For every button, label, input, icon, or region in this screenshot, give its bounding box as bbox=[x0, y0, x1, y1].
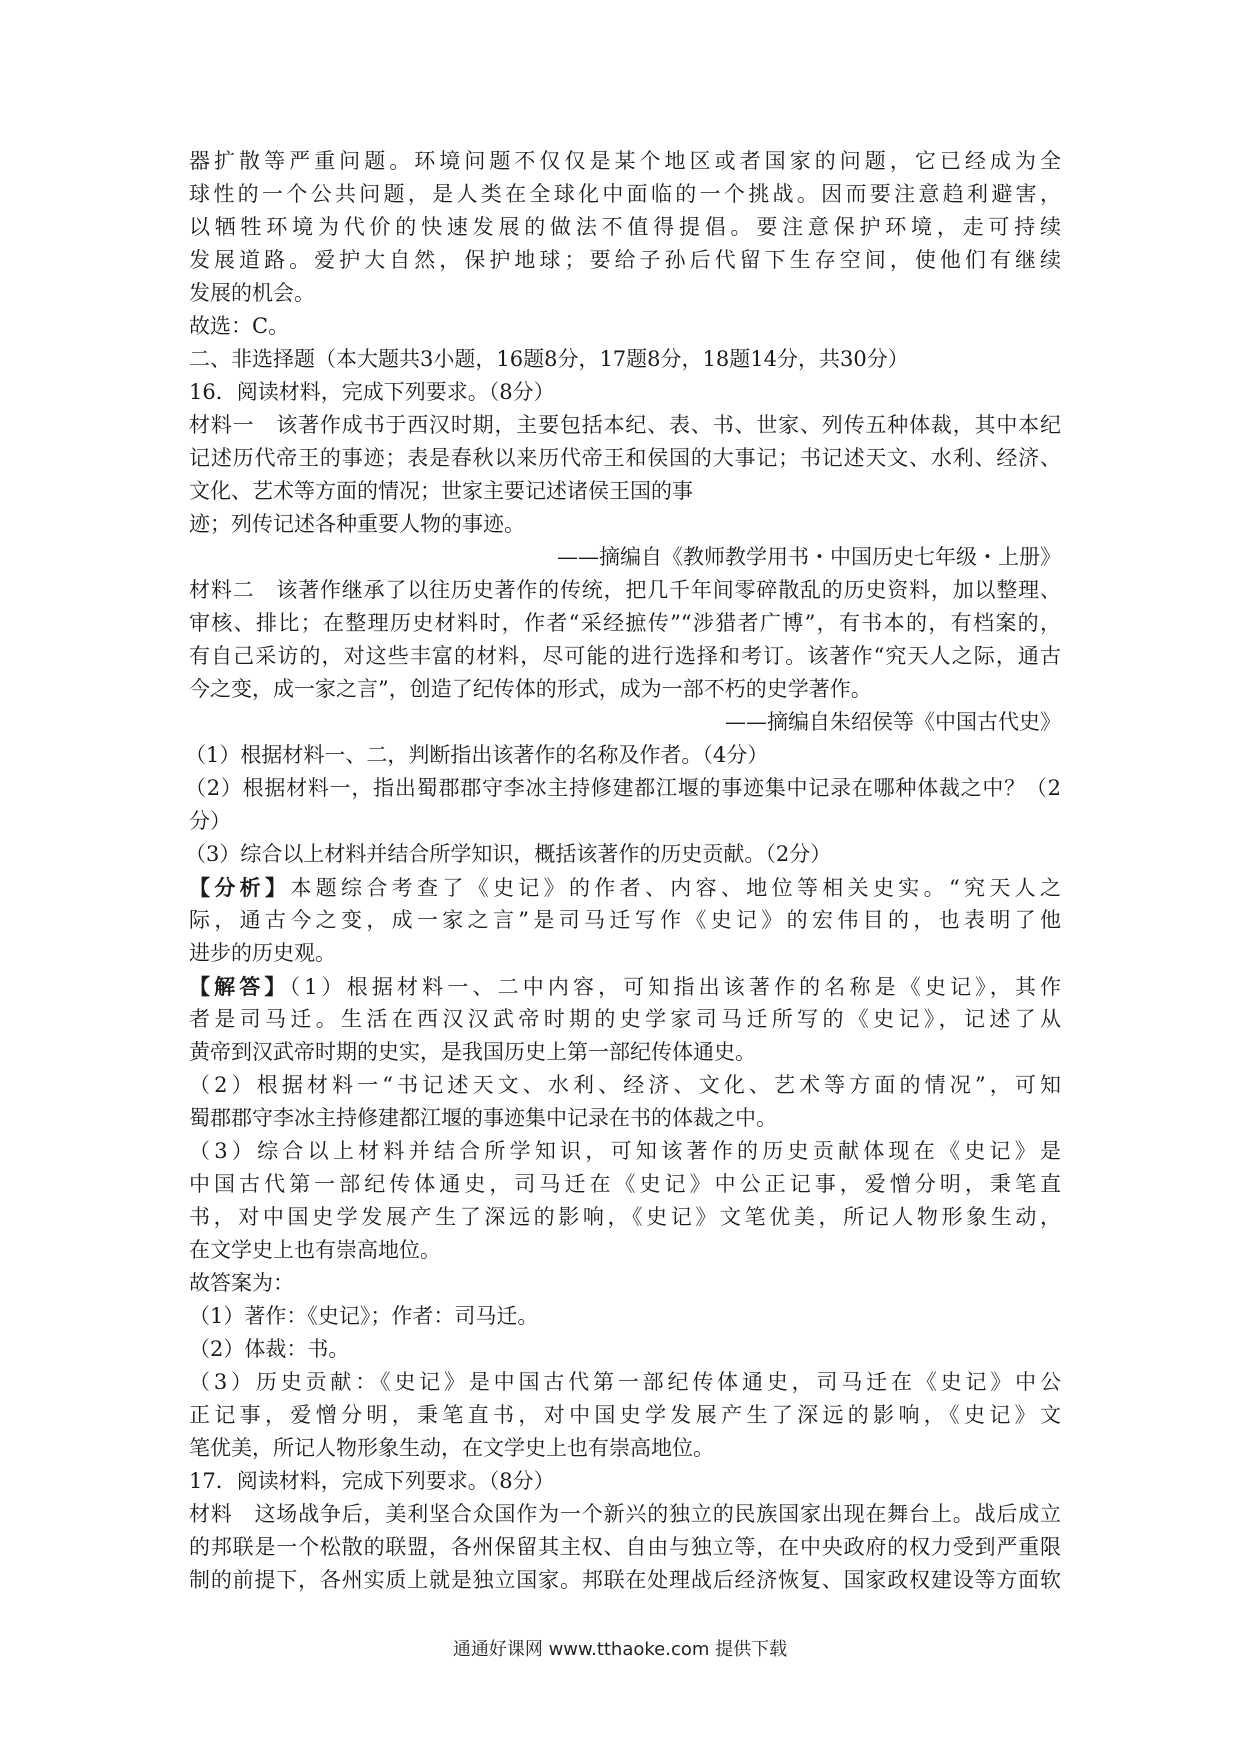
text-line bbox=[189, 1267, 1061, 1300]
line-text: 材料一 该著作成书于西汉时期，主要包括本纪、表、书、世家、列传五种体裁，其中本纪 bbox=[189, 413, 1061, 437]
line-text: （2）体裁：书。 bbox=[189, 1337, 350, 1361]
line-text: 16．阅读材料，完成下列要求。（8分） bbox=[189, 380, 555, 404]
text-line bbox=[185, 838, 1061, 871]
line-text: 制的前提下，各州实质上就是独立国家。邦联在处理战后经济恢复、国家政权建设等方面软 bbox=[189, 1568, 1061, 1592]
text-line bbox=[189, 1300, 1061, 1333]
text-line bbox=[185, 739, 1061, 772]
text-line bbox=[189, 343, 1061, 376]
line-text: 二、非选择题（本大题共3小题，16题8分，17题8分，18题14分，共30分） bbox=[189, 347, 909, 371]
line-text: 故选：C。 bbox=[189, 314, 290, 338]
line-text: （3）综合以上材料并结合所学知识，概括该著作的历史贡献。（2分） bbox=[185, 842, 832, 866]
line-text: 者是司马迁。生活在西汉汉武帝时期的史学家司马迁所写的《史记》，记述了从 bbox=[189, 1007, 1061, 1031]
text-line bbox=[189, 244, 1061, 277]
text-line bbox=[189, 904, 1061, 937]
text-line bbox=[189, 1333, 1061, 1366]
line-text: 有自己采访的，对这些丰富的材料，尽可能的进行选择和考订。该著作“究天人之际，通古 bbox=[189, 644, 1061, 668]
line-text: 分） bbox=[189, 809, 231, 833]
line-text: 发展的机会。 bbox=[189, 281, 315, 305]
text-line bbox=[189, 1036, 1061, 1069]
line-text: 迹；列传记述各种重要人物的事迹。 bbox=[189, 512, 525, 536]
line-text: 中国古代第一部纪传体通史，司马迁在《史记》中公正记事，爱憎分明，秉笔直 bbox=[189, 1172, 1061, 1196]
text-line bbox=[189, 1531, 1061, 1564]
line-text: 以牺牲环境为代价的快速发展的做法不值得提倡。要注意保护环境，走可持续 bbox=[189, 215, 1061, 239]
text-line bbox=[189, 1003, 1061, 1036]
line-text: 蜀郡郡守李冰主持修建都江堰的事迹集中记录在书的体裁之中。 bbox=[189, 1106, 777, 1130]
line-text: 文化、艺术等方面的情况；世家主要记述诸侯王国的事 bbox=[189, 479, 693, 503]
line-text: 材料二 该著作继承了以往历史著作的传统，把几千年间零碎散乱的历史资料，加以整理、 bbox=[189, 578, 1061, 602]
line-text: （1）根据材料一、二中内容，可知指出该著作的名称是《史记》，其作 bbox=[289, 975, 1061, 999]
line-text: （3）综合以上材料并结合所学知识，可知该著作的历史贡献体现在《史记》是 bbox=[189, 1139, 1061, 1163]
line-text: 审核、排比；在整理历史材料时，作者“采经摭传”“涉猎者广博”，有书本的，有档案的， bbox=[189, 611, 1061, 635]
text-line bbox=[189, 508, 1061, 541]
text-line bbox=[189, 376, 1061, 409]
text-line bbox=[189, 1135, 1061, 1168]
text-line bbox=[189, 310, 1061, 343]
text-line bbox=[189, 640, 1061, 673]
line-text: （1）著作：《史记》；作者：司马迁。 bbox=[189, 1304, 539, 1328]
line-text: 际，通古今之变，成一家之言”是司马迁写作《史记》的宏伟目的，也表明了他 bbox=[189, 908, 1061, 932]
text-line bbox=[189, 937, 1061, 970]
text-line bbox=[189, 1432, 1061, 1465]
text-line bbox=[189, 541, 1061, 574]
line-text: 器扩散等严重问题。环境问题不仅仅是某个地区或者国家的问题，它已经成为全 bbox=[189, 149, 1061, 173]
line-text: 在文学史上也有崇高地位。 bbox=[189, 1238, 441, 1262]
text-line bbox=[189, 277, 1061, 310]
line-text: ——摘编自朱绍侯等《中国古代史》 bbox=[725, 710, 1061, 734]
line-text: 进步的历史观。 bbox=[189, 941, 336, 965]
line-text: 正记事，爱憎分明，秉笔直书，对中国史学发展产生了深远的影响，《史记》文 bbox=[189, 1403, 1061, 1427]
text-line bbox=[189, 970, 1061, 1003]
text-line bbox=[189, 673, 1061, 706]
line-text: 球性的一个公共问题，是人类在全球化中面临的一个挑战。因而要注意趋利避害， bbox=[189, 182, 1061, 206]
line-text: 本题综合考查了《史记》的作者、内容、地位等相关史实。“究天人之 bbox=[290, 876, 1061, 900]
line-text: 的邦联是一个松散的联盟，各州保留其主权、自由与独立等，在中央政府的权力受到严重限 bbox=[189, 1535, 1061, 1559]
text-line bbox=[189, 574, 1061, 607]
line-text: 17．阅读材料，完成下列要求。（8分） bbox=[189, 1469, 555, 1493]
text-line bbox=[189, 1168, 1061, 1201]
text-line bbox=[189, 1498, 1061, 1531]
line-text: 记述历代帝王的事迹；表是春秋以来历代帝王和侯国的大事记；书记述天文、水利、经济、 bbox=[189, 446, 1061, 470]
text-line bbox=[189, 475, 1061, 508]
text-line bbox=[189, 178, 1061, 211]
line-text: （2）根据材料一“书记述天文、水利、经济、文化、艺术等方面的情况”，可知 bbox=[189, 1073, 1061, 1097]
text-line bbox=[189, 211, 1061, 244]
text-line bbox=[189, 1399, 1061, 1432]
line-text: 材料 这场战争后，美利坚合众国作为一个新兴的独立的民族国家出现在舞台上。战后成立 bbox=[189, 1502, 1061, 1526]
text-line bbox=[189, 1366, 1061, 1399]
text-line bbox=[189, 805, 1061, 838]
page-footer: 通通好课网 www.tthaoke.com 提供下载 bbox=[452, 1639, 788, 1660]
line-text: 黄帝到汉武帝时期的史实，是我国历史上第一部纪传体通史。 bbox=[189, 1040, 756, 1064]
line-text: （1）根据材料一、二，判断指出该著作的名称及作者。（4分） bbox=[185, 743, 769, 767]
line-text: 故答案为： bbox=[189, 1271, 294, 1295]
line-text: （3）历史贡献：《史记》是中国古代第一部纪传体通史，司马迁在《史记》中公 bbox=[189, 1370, 1061, 1394]
line-text: 今之变，成一家之言”，创造了纪传体的形式，成为一部不朽的史学著作。 bbox=[189, 677, 872, 701]
line-text: ——摘编自《教师教学用书・中国历史七年级・上册》 bbox=[557, 545, 1061, 569]
section-label: 【解答】 bbox=[189, 974, 290, 999]
text-line bbox=[189, 1234, 1061, 1267]
text-line bbox=[189, 1201, 1061, 1234]
line-text: 笔优美，所记人物形象生动，在文学史上也有崇高地位。 bbox=[189, 1436, 714, 1460]
section-label: 【分析】 bbox=[189, 875, 291, 900]
text-line bbox=[189, 1102, 1061, 1135]
line-text: 书，对中国史学发展产生了深远的影响，《史记》文笔优美，所记人物形象生动， bbox=[189, 1205, 1061, 1229]
document-body bbox=[185, 145, 1061, 1597]
text-line bbox=[189, 409, 1061, 442]
text-line bbox=[185, 772, 1061, 805]
text-line bbox=[189, 607, 1061, 640]
line-text: 发展道路。爱护大自然，保护地球；要给子孙后代留下生存空间，使他们有继续 bbox=[189, 248, 1061, 272]
text-line bbox=[189, 706, 1061, 739]
text-line bbox=[189, 1465, 1061, 1498]
text-line bbox=[189, 1564, 1061, 1597]
text-line bbox=[189, 871, 1061, 904]
text-line bbox=[189, 145, 1061, 178]
text-line bbox=[189, 442, 1061, 475]
line-text: （2）根据材料一，指出蜀郡郡守李冰主持修建都江堰的事迹集中记录在哪种体裁之中？（2 bbox=[185, 776, 1061, 800]
text-line bbox=[189, 1069, 1061, 1102]
